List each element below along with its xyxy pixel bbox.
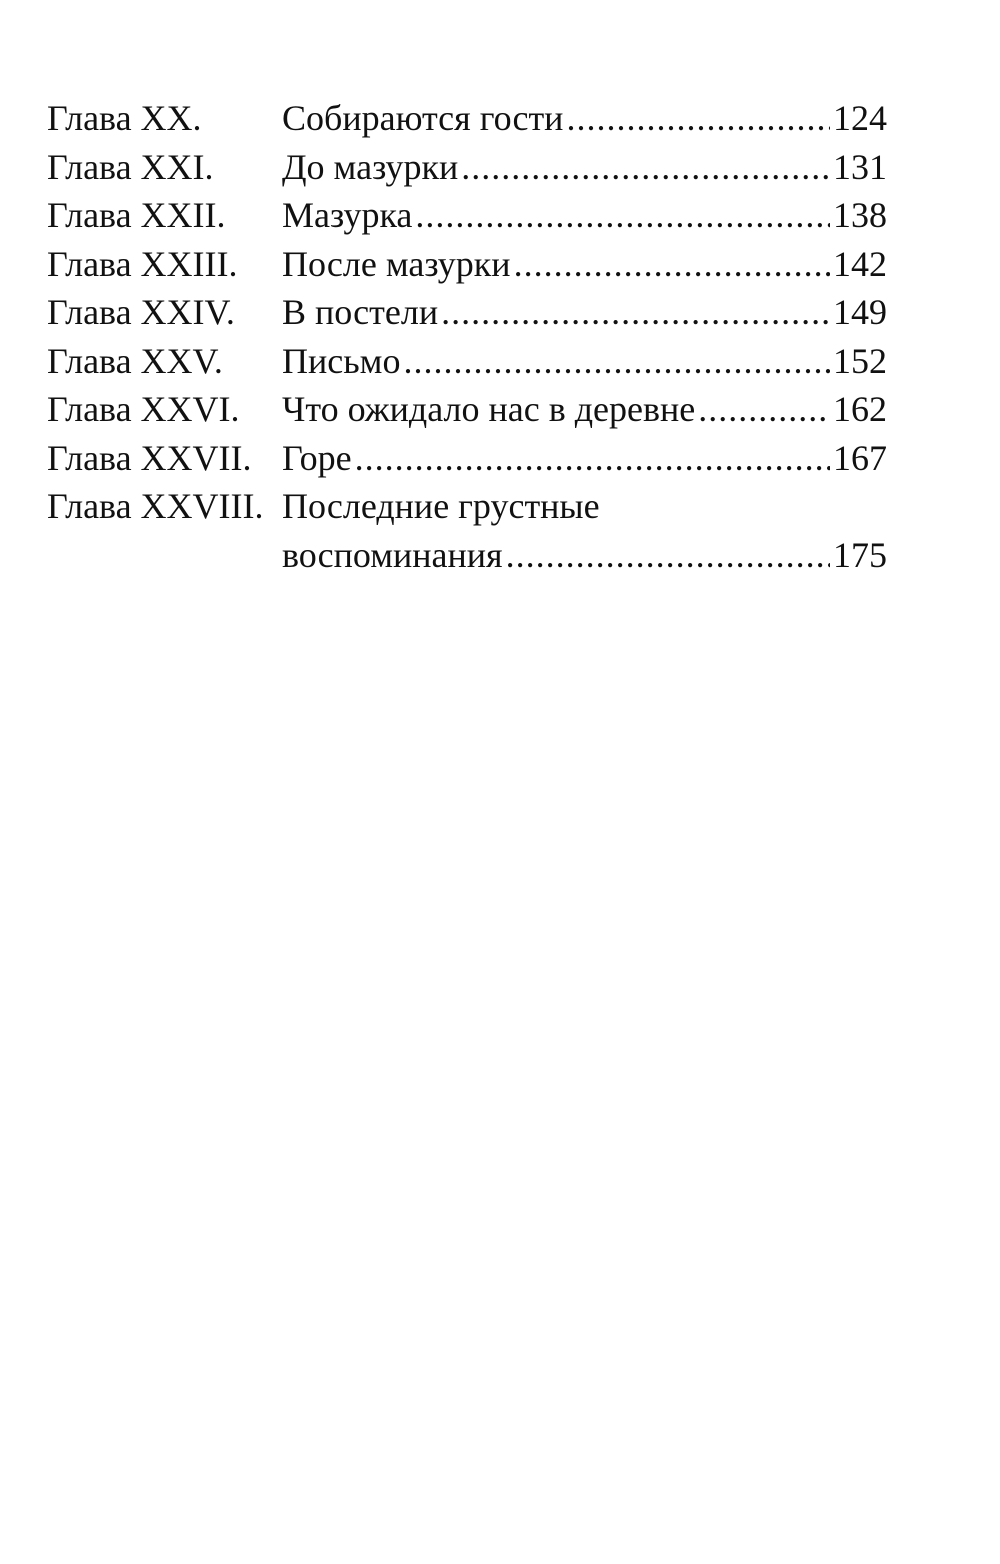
entry-line: [282, 288, 887, 337]
dot-leader: [698, 385, 830, 434]
toc-entry-last[interactable]: [47, 482, 887, 531]
dot-leader: [566, 94, 830, 143]
entry-line: [282, 143, 887, 192]
entry-line: [282, 191, 887, 240]
entry-line: [282, 337, 887, 386]
page-number: 175: [833, 534, 887, 575]
chapter-title: Письмо: [282, 340, 401, 381]
chapter-title: До мазурки: [282, 146, 459, 187]
toc-entry[interactable]: [47, 434, 887, 483]
dot-leader: [415, 191, 830, 240]
toc-entry[interactable]: [47, 240, 887, 289]
dot-leader: [506, 531, 830, 580]
chapter-label: Глава XXII.: [47, 195, 226, 235]
entry-line: [282, 531, 887, 580]
entry-line: [282, 240, 887, 289]
page-number: 142: [833, 243, 887, 284]
chapter-title-line1: Последние грустные: [282, 486, 600, 526]
dot-leader: [441, 288, 830, 337]
dot-leader: [514, 240, 830, 289]
chapter-label: Глава XXIV.: [47, 292, 235, 332]
entry-line: [282, 434, 887, 483]
dot-leader: [461, 143, 830, 192]
page-number: 124: [833, 98, 887, 138]
page-number: 162: [833, 389, 887, 429]
page-number: 167: [833, 437, 887, 478]
chapter-title: Мазурка: [282, 195, 413, 235]
entry-line: [282, 482, 887, 531]
chapter-title-line2: воспоминания: [282, 534, 503, 575]
chapter-title: Собираются гости: [282, 98, 564, 138]
chapter-title: Что ожидало нас в деревне: [282, 389, 696, 429]
entry-line: [282, 385, 887, 434]
toc-entry-continuation[interactable]: [47, 531, 887, 580]
toc-entry[interactable]: [47, 337, 887, 386]
chapter-label: Глава XXI.: [47, 146, 214, 187]
toc-entry[interactable]: [47, 191, 887, 240]
chapter-title: После мазурки: [282, 243, 511, 284]
dot-leader: [403, 337, 830, 386]
toc-entry[interactable]: [47, 385, 887, 434]
chapter-label: Глава XXVI.: [47, 389, 240, 429]
page-number: 131: [833, 146, 887, 187]
chapter-title: Горе: [282, 437, 352, 478]
chapter-label: Глава XXIII.: [47, 243, 238, 284]
chapter-label: Глава XX.: [47, 98, 202, 138]
chapter-label: Глава XXV.: [47, 340, 223, 381]
dot-leader: [355, 434, 830, 483]
page-number: 152: [833, 340, 887, 381]
chapter-label: Глава XXVIII.: [47, 486, 264, 526]
entry-line: [282, 94, 887, 143]
page-number: 149: [833, 292, 887, 332]
toc-entry[interactable]: [47, 288, 887, 337]
table-of-contents: [47, 94, 887, 579]
chapter-title: В постели: [282, 292, 439, 332]
page-number: 138: [833, 195, 887, 235]
toc-entry[interactable]: [47, 143, 887, 192]
toc-entry[interactable]: [47, 94, 887, 143]
chapter-label: Глава XXVII.: [47, 437, 252, 478]
